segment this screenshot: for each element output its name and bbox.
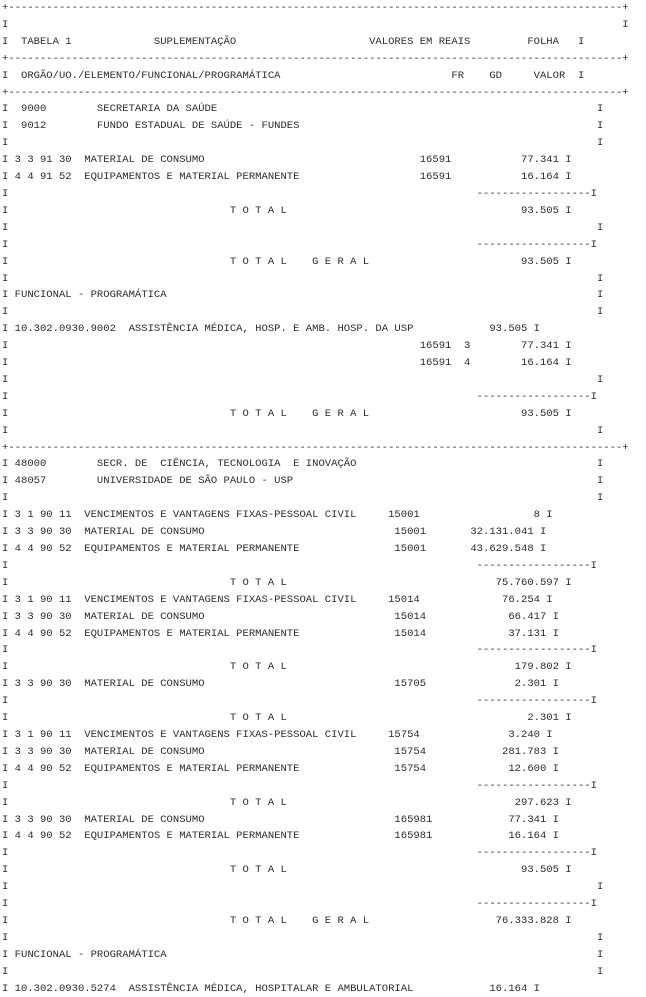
report-line: I ------------------I bbox=[2, 779, 597, 792]
report-line: I 3 3 90 30 MATERIAL DE CONSUMO 15001 32.131.041 I bbox=[2, 526, 547, 539]
report-line: +-------------------------------------------------------------------------------------------------+ bbox=[2, 52, 629, 65]
report-line: I I bbox=[2, 272, 604, 285]
report-line: I 3 3 90 30 MATERIAL DE CONSUMO 15705 2.301 I bbox=[2, 678, 559, 691]
report-line: I 9012 FUNDO ESTADUAL DE SAÚDE - FUNDES I bbox=[2, 120, 604, 133]
report-line: I ------------------I bbox=[2, 187, 597, 200]
report-line: I I bbox=[2, 306, 604, 319]
report-line: +-------------------------------------------------------------------------------------------------+ bbox=[2, 86, 629, 99]
report-line: I I bbox=[2, 18, 629, 31]
report-line: I I bbox=[2, 931, 604, 944]
report-line: I 3 1 90 11 VENCIMENTOS E VANTAGENS FIXAS-PESSOAL CIVIL 15754 3.240 I bbox=[2, 728, 553, 741]
report-line: I T O T A L G E R A L 76.333.828 I bbox=[2, 914, 572, 927]
report-line: I ------------------I bbox=[2, 847, 597, 860]
report-line: I I bbox=[2, 137, 604, 150]
report-line: I 48057 UNIVERSIDADE DE SÃO PAULO - USP I bbox=[2, 475, 604, 488]
report-line: +-------------------------------------------------------------------------------------------------+ bbox=[2, 2, 629, 14]
report-line: I 10.302.0930.5274 ASSISTÊNCIA MÉDICA, HOSPITALAR E AMBULATORIAL 16.164 I bbox=[2, 982, 540, 995]
report-line: I 16591 3 77.341 I bbox=[2, 340, 572, 353]
report-line: I I bbox=[2, 881, 604, 894]
report-line: I FUNCIONAL - PROGRAMÁTICA I bbox=[2, 289, 604, 302]
report-line: I I bbox=[2, 965, 604, 978]
report-line: I T O T A L 297.623 I bbox=[2, 796, 572, 809]
report-line: I ------------------I bbox=[2, 390, 597, 403]
report-line: I I bbox=[2, 424, 604, 437]
report-line: I 3 3 90 30 MATERIAL DE CONSUMO 15014 66.417 I bbox=[2, 610, 559, 623]
report-line: I T O T A L G E R A L 93.505 I bbox=[2, 407, 572, 420]
report-line: I T O T A L 179.802 I bbox=[2, 661, 572, 674]
report-line: I 16591 4 16.164 I bbox=[2, 357, 572, 370]
report-text bbox=[2, 0, 629, 997]
report-line: I T O T A L 93.505 I bbox=[2, 864, 572, 877]
report-line: I ------------------I bbox=[2, 644, 597, 657]
report-line: I 3 3 90 30 MATERIAL DE CONSUMO 165981 77.341 I bbox=[2, 813, 559, 826]
report-line: I T O T A L 75.760.597 I bbox=[2, 576, 572, 589]
report-line: I 3 3 91 30 MATERIAL DE CONSUMO 16591 77.341 I bbox=[2, 154, 572, 167]
report-line: I 4 4 90 52 EQUIPAMENTOS E MATERIAL PERMANENTE 15754 12.600 I bbox=[2, 762, 559, 775]
report-line: I 4 4 91 52 EQUIPAMENTOS E MATERIAL PERMANENTE 16591 16.164 I bbox=[2, 171, 572, 184]
report-line: I ------------------I bbox=[2, 559, 597, 572]
report-line: I I bbox=[2, 492, 604, 505]
report-line: I T O T A L 93.505 I bbox=[2, 204, 572, 217]
report-line: I 3 1 90 11 VENCIMENTOS E VANTAGENS FIXAS-PESSOAL CIVIL 15014 76.254 I bbox=[2, 593, 553, 606]
report-line: I TABELA 1 SUPLEMENTAÇÃO VALORES EM REAIS FOLHA I bbox=[2, 35, 585, 48]
report-line: I I bbox=[2, 373, 604, 386]
report-line: I 10.302.0930.9002 ASSISTÊNCIA MÉDICA, HOSP. E AMB. HOSP. DA USP 93.505 I bbox=[2, 323, 540, 336]
report-line: I ORGÃO/UO./ELEMENTO/FUNCIONAL/PROGRAMÁTICA FR GD VALOR I bbox=[2, 69, 585, 82]
report-line: I 3 3 90 30 MATERIAL DE CONSUMO 15754 281.783 I bbox=[2, 745, 559, 758]
report-line: I 4 4 90 52 EQUIPAMENTOS E MATERIAL PERMANENTE 165981 16.164 I bbox=[2, 830, 559, 843]
report-line: I T O T A L G E R A L 93.505 I bbox=[2, 255, 572, 268]
report-line: I 9000 SECRETARIA DA SAÚDE I bbox=[2, 103, 604, 116]
report-line: I ------------------I bbox=[2, 898, 597, 911]
report-line: I ------------------I bbox=[2, 238, 597, 251]
report-line: I 48000 SECR. DE CIÊNCIA, TECNOLOGIA E INOVAÇÃO I bbox=[2, 458, 604, 471]
report-line: I 4 4 90 52 EQUIPAMENTOS E MATERIAL PERMANENTE 15001 43.629.548 I bbox=[2, 543, 547, 555]
report-line: I ------------------I bbox=[2, 695, 597, 708]
report-line: I T O T A L 2.301 I bbox=[2, 712, 572, 725]
report-line: +-------------------------------------------------------------------------------------------------+ bbox=[2, 441, 629, 454]
report-line: I 3 1 90 11 VENCIMENTOS E VANTAGENS FIXAS-PESSOAL CIVIL 15001 8 I bbox=[2, 509, 553, 522]
report-line: I FUNCIONAL - PROGRAMÁTICA I bbox=[2, 948, 604, 961]
report-line: I I bbox=[2, 221, 604, 234]
report-line: I 4 4 90 52 EQUIPAMENTOS E MATERIAL PERMANENTE 15014 37.131 I bbox=[2, 627, 559, 640]
